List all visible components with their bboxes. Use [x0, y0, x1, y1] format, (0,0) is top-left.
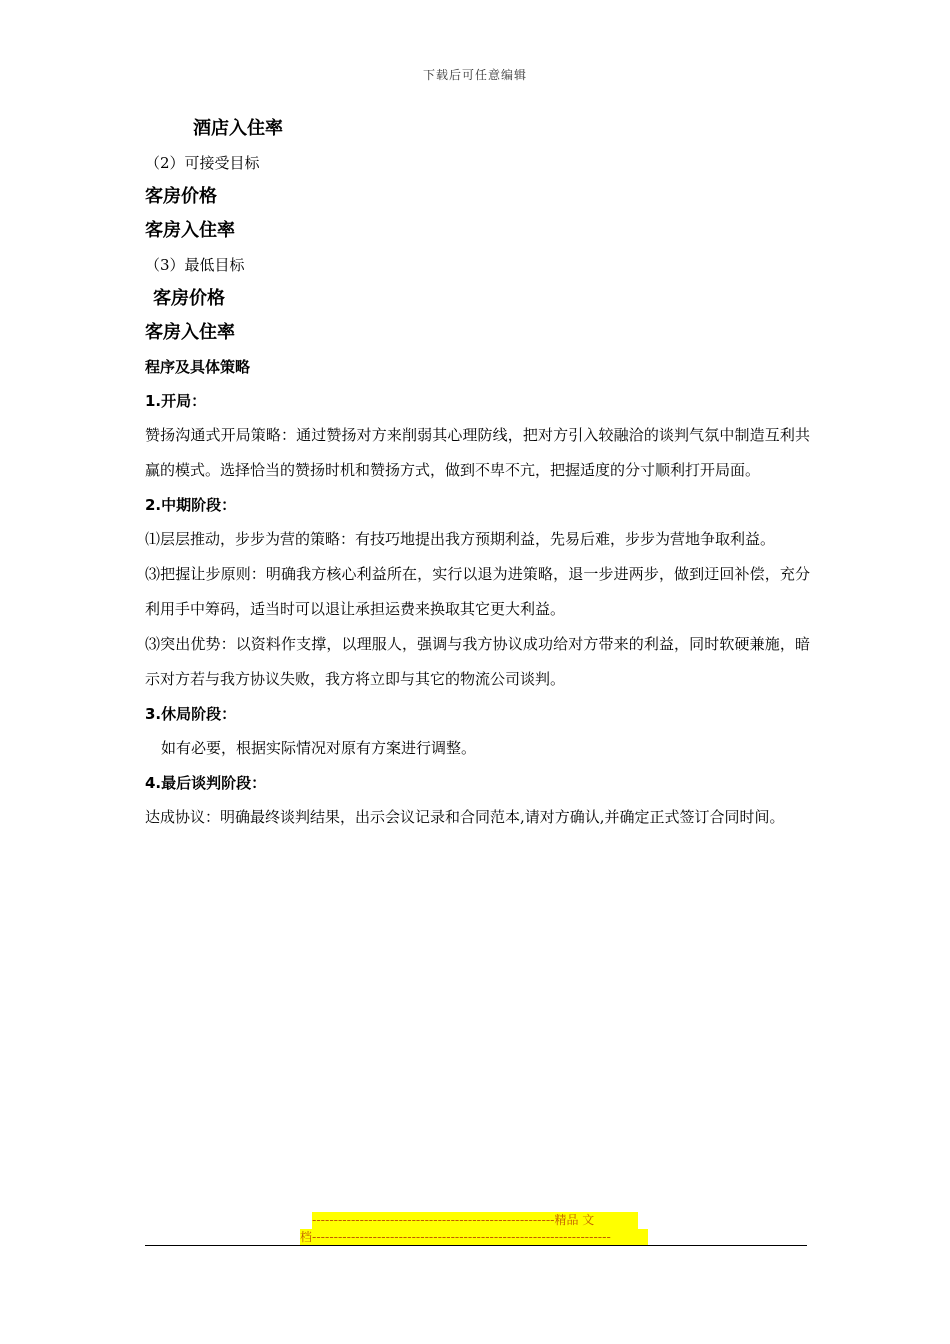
break-paragraph: 如有必要，根据实际情况对原有方案进行调整。	[161, 739, 477, 757]
room-occupancy-heading: 客房入住率	[145, 220, 235, 241]
break-stage-heading: 3.休局阶段：	[145, 705, 237, 723]
document-body	[145, 112, 810, 835]
middle-stage-heading: 2.中期阶段：	[145, 496, 237, 514]
final-stage-heading: 4.最后谈判阶段：	[145, 774, 267, 792]
final-paragraph: 达成协议：明确最终谈判结果，出示会议记录和合同范本,请对方确认,并确定正式签订合同时间。	[145, 808, 785, 826]
footer-banner	[300, 1212, 650, 1246]
footer-line-1: --------------------------------------------------------精品 文	[312, 1212, 638, 1229]
page-header: 下载后可任意编辑	[422, 68, 527, 82]
opening-paragraph: 赞扬沟通式开局策略：通过赞扬对方来削弱其心理防线，把对方引入较融洽的谈判气氛中制造互利共赢的模式。选择恰当的赞扬时机和赞扬方式，做到不卑不亢，把握适度的分寸顺利打开局面。	[145, 426, 810, 479]
room-price-heading-2: 客房价格	[153, 288, 225, 309]
procedure-heading: 程序及具体策略	[145, 358, 251, 376]
middle-item-1: ⑴层层推动，步步为营的策略：有技巧地提出我方预期利益，先易后难，步步为营地争取利益。	[145, 530, 776, 548]
footer-divider	[145, 1245, 807, 1246]
middle-item-2: ⑶把握让步原则：明确我方核心利益所在，实行以退为进策略，退一步进两步，做到迂回补偿，充分利用手中筹码，适当时可以退让承担运费来换取其它更大利益。	[145, 565, 810, 618]
acceptable-target-line: （2）可接受目标	[145, 154, 260, 172]
room-occupancy-heading-2: 客房入住率	[145, 322, 235, 343]
room-price-heading: 客房价格	[145, 186, 217, 207]
middle-item-3: ⑶突出优势：以资料作支撑，以理服人，强调与我方协议成功给对方带来的利益，同时软硬兼施，暗示对方若与我方协议失败，我方将立即与其它的物流公司谈判。	[145, 635, 810, 688]
hotel-occupancy-heading: 酒店入住率	[193, 118, 283, 139]
footer-line-2: 档---------------------------------------------------------------------	[300, 1229, 648, 1246]
opening-heading: 1.开局：	[145, 392, 207, 410]
minimum-target-line: （3）最低目标	[145, 256, 245, 274]
